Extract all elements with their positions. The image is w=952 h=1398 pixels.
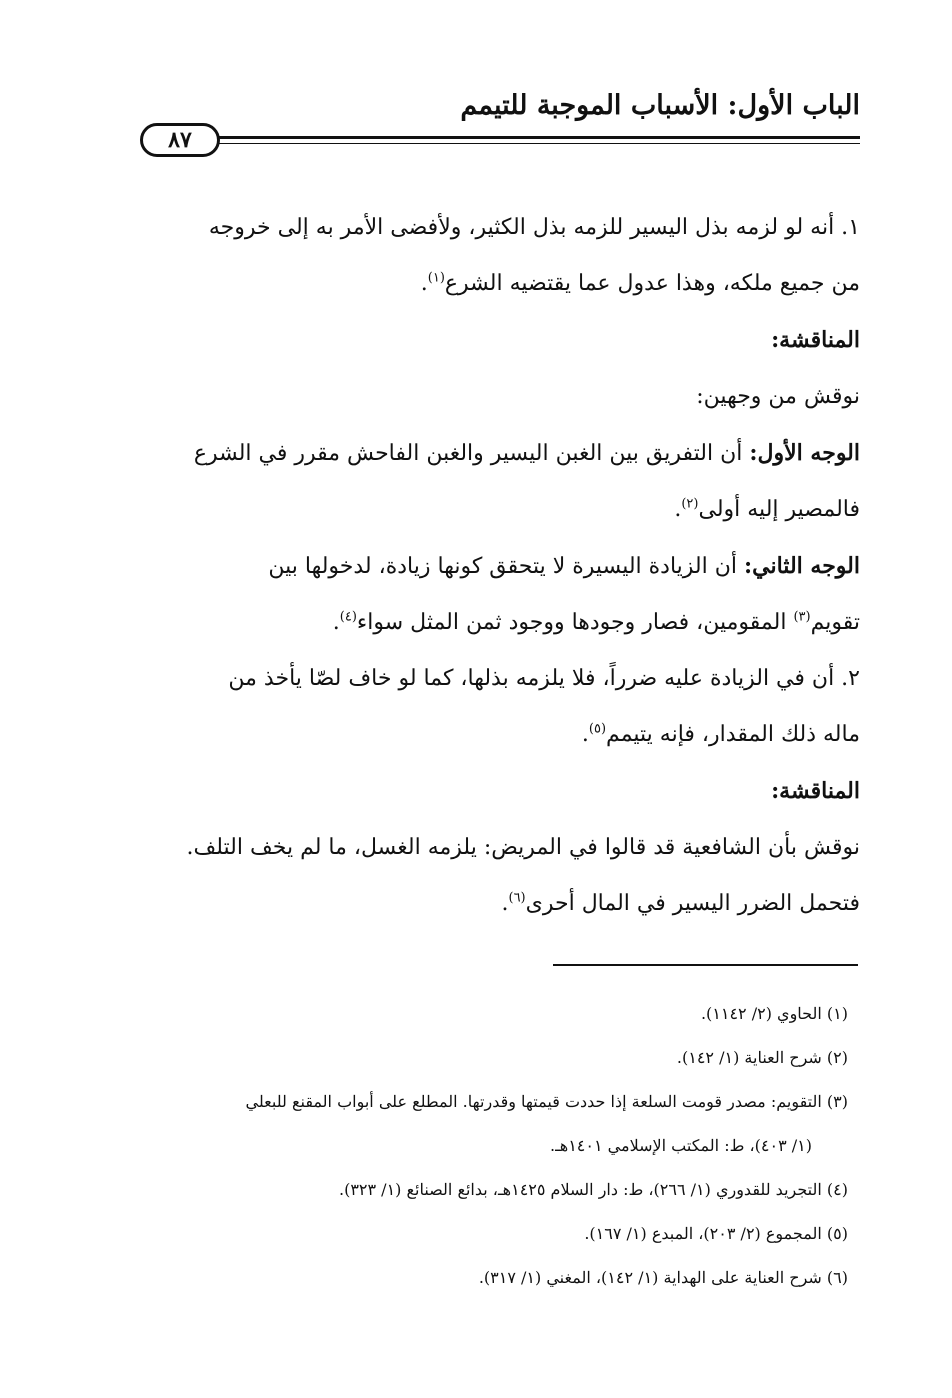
- footnote-4: (٤) التجريد للقدوري (١/ ٢٦٦)، ط: دار السلام ١٤٢٥هـ، بدائع الصنائع (١/ ٣٢٣).: [338, 1180, 848, 1199]
- discussion-2: نوقش بأن الشافعية قد قالوا في المريض: يلزمه الغسل، ما لم يخف التلف. فتحمل الضرر اليسير في المال أحرى$^{(٦)}$.: [186, 835, 860, 916]
- footnote-6: (٦) شرح العناية على الهداية (١/ ١٤٢)، المغني (١/ ٣١٧).: [478, 1268, 848, 1287]
- footnote-ref[interactable]: (٢): [681, 496, 699, 512]
- text-line: من جميع ملكه، وهذا عدول عما يقتضيه الشرع: [444, 271, 860, 296]
- aspect-2: الوجه الثاني: أن الزيادة اليسيرة لا يتحقق كونها زيادة، لدخولها بين تقويم$^{(٣)}$ المقومين، فصار وجودها ووجود ثمن المثل سواء$^{(٤)}$.: [268, 553, 860, 635]
- footnote-3-continued: (١/ ٤٠٣)، ط: المكتب الإسلامي ١٤٠١هـ.: [549, 1136, 812, 1155]
- discussion-intro: نوقش من وجهين:: [696, 384, 860, 409]
- header-rule: [215, 136, 860, 144]
- paragraph-1: ١. أنه لو لزمه بذل اليسير للزمه بذل الكثير، ولأفضى الأمر به إلى خروجه من جميع ملكه، وهذا عدول عما يقتضيه الشرع$^{(١)}$.: [208, 215, 860, 296]
- footnote-1: (١) الحاوي (٢/ ١١٤٢).: [700, 1004, 848, 1023]
- footnote-5: (٥) المجموع (٢/ ٢٠٣)، المبدع (١/ ١٦٧).: [584, 1224, 848, 1243]
- footnote-ref[interactable]: (١): [427, 270, 445, 286]
- aspect-1: الوجه الأول: أن التفريق بين الغبن اليسير والغبن الفاحش مقرر في الشرع فالمصير إليه أولى$^{(٢)}$.: [193, 440, 860, 522]
- discussion-heading: المناقشة:: [771, 778, 860, 804]
- discussion-heading: المناقشة:: [771, 327, 860, 353]
- text-line: ١. أنه لو لزمه بذل اليسير للزمه بذل الكثير، ولأفضى الأمر به إلى خروجه: [208, 215, 860, 240]
- main-text: [138, 200, 860, 932]
- footnotes: [138, 992, 860, 1300]
- footnote-2: (٢) شرح العناية (١/ ١٤٢).: [676, 1048, 848, 1067]
- aspect-label: الوجه الثاني:: [744, 553, 860, 579]
- footnote-ref[interactable]: (٥): [588, 721, 607, 737]
- text-line: أن الزيادة اليسيرة لا يتحقق كونها زيادة، لدخولها بين: [268, 554, 738, 579]
- text-line: أن التفريق بين الغبن اليسير والغبن الفاحش مقرر في الشرع: [193, 441, 743, 466]
- text-line: المقومين، فصار وجودها ووجود ثمن المثل سواء: [356, 610, 787, 635]
- footnote-ref[interactable]: (٦): [508, 890, 526, 906]
- text-line: نوقش بأن الشافعية قد قالوا في المريض: يلزمه الغسل، ما لم يخف التلف.: [186, 835, 860, 860]
- text-line: تقويم: [810, 610, 860, 635]
- text-line: ٢. أن في الزيادة عليه ضرراً، فلا يلزمه بذلها، كما لو خاف لصّا يأخذ من: [228, 666, 860, 691]
- footnote-3: (٣) التقويم: مصدر قومت السلعة إذا حددت قيمتها وقدرتها. المطلع على أبواب المقنع للبعلي: [245, 1092, 848, 1111]
- text-line: فتحمل الضرر اليسير في المال أحرى: [525, 891, 860, 916]
- text-line: ماله ذلك المقدار، فإنه يتيمم: [606, 722, 860, 747]
- text-line: فالمصير إليه أولى: [698, 497, 860, 522]
- footnote-ref[interactable]: (٤): [339, 609, 357, 625]
- footnote-ref[interactable]: (٣): [793, 609, 811, 625]
- aspect-label: الوجه الأول:: [749, 440, 860, 466]
- paragraph-2: ٢. أن في الزيادة عليه ضرراً، فلا يلزمه بذلها، كما لو خاف لصّا يأخذ من ماله ذلك المقدار، فإنه يتيمم$^{(٥)}$.: [228, 666, 860, 747]
- chapter-title: الباب الأول: الأسباب الموجبة للتيمم: [460, 90, 860, 121]
- page-number-badge: ٨٧: [140, 123, 220, 157]
- footnote-separator: [553, 964, 858, 966]
